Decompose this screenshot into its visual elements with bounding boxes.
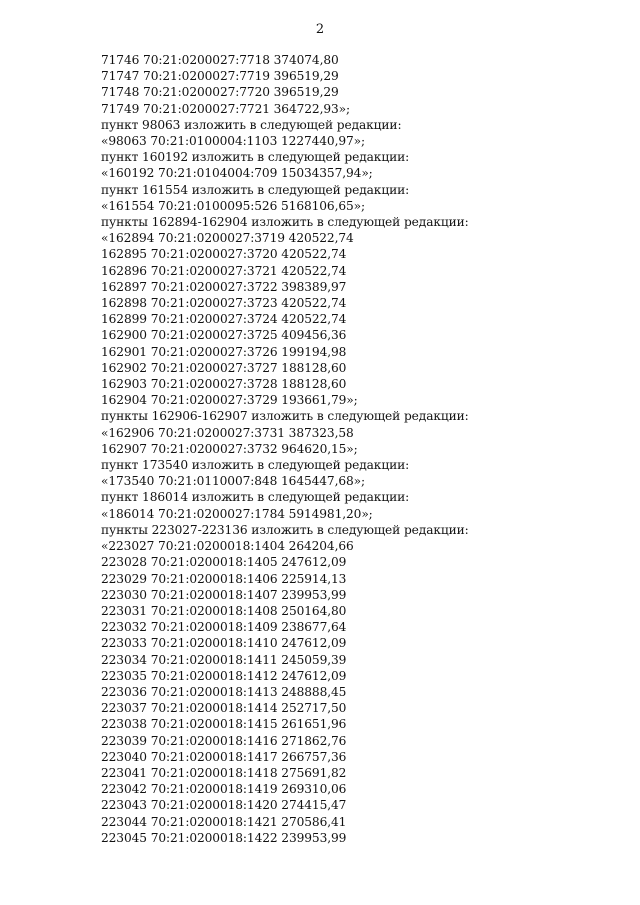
document-line: 223028 70:21:0200018:1405 247612,09 — [101, 555, 347, 570]
document-line: 223044 70:21:0200018:1421 270586,41 — [101, 814, 347, 829]
document-line: пункт 161554 изложить в следующей редакции: — [101, 182, 410, 197]
document-line: 223036 70:21:0200018:1413 248888,45 — [101, 684, 347, 699]
document-line: пункт 160192 изложить в следующей редакции: — [101, 150, 410, 165]
document-line: 162904 70:21:0200027:3729 193661,79»; — [101, 393, 358, 408]
document-line: 162897 70:21:0200027:3722 398389,97 — [101, 279, 347, 294]
document-line: 223040 70:21:0200018:1417 266757,36 — [101, 749, 347, 764]
page-number: 2 — [315, 22, 325, 37]
document-line: 223034 70:21:0200018:1411 245059,39 — [101, 652, 347, 667]
document-line: 162907 70:21:0200027:3732 964620,15»; — [101, 441, 358, 456]
document-line: 71748 70:21:0200027:7720 396519,29 — [101, 85, 339, 100]
document-line: 162900 70:21:0200027:3725 409456,36 — [101, 328, 347, 343]
document-line: 162901 70:21:0200027:3726 199194,98 — [101, 344, 347, 359]
document-line: 223033 70:21:0200018:1410 247612,09 — [101, 636, 347, 651]
document-line: «223027 70:21:0200018:1404 264204,66 — [101, 539, 354, 554]
document-line: 223042 70:21:0200018:1419 269310,06 — [101, 782, 347, 797]
document-line: 162903 70:21:0200027:3728 188128,60 — [101, 377, 347, 392]
document-line: 223045 70:21:0200018:1422 239953,99 — [101, 830, 347, 845]
document-line: 223037 70:21:0200018:1414 252717,50 — [101, 701, 347, 716]
document-line: 223029 70:21:0200018:1406 225914,13 — [101, 571, 347, 586]
document-line: 223038 70:21:0200018:1415 261651,96 — [101, 717, 347, 732]
document-line: 162896 70:21:0200027:3721 420522,74 — [101, 263, 347, 278]
document-line: «173540 70:21:0110007:848 1645447,68»; — [101, 474, 366, 489]
document-line: «186014 70:21:0200027:1784 5914981,20»; — [101, 506, 373, 521]
document-line: 223041 70:21:0200018:1418 275691,82 — [101, 765, 347, 780]
document-line: 223031 70:21:0200018:1408 250164,80 — [101, 603, 347, 618]
document-line: 162895 70:21:0200027:3720 420522,74 — [101, 247, 347, 262]
document-line: 162898 70:21:0200027:3723 420522,74 — [101, 296, 347, 311]
document-line: 223032 70:21:0200018:1409 238677,64 — [101, 620, 347, 635]
document-line: 162899 70:21:0200027:3724 420522,74 — [101, 312, 347, 327]
document-line: пункт 173540 изложить в следующей редакции: — [101, 458, 410, 473]
document-line: «98063 70:21:0100004:1103 1227440,97»; — [101, 134, 366, 149]
document-line: 71746 70:21:0200027:7718 374074,80 — [101, 53, 339, 67]
document-line: 223030 70:21:0200018:1407 239953,99 — [101, 587, 347, 602]
document-line: «160192 70:21:0104004:709 15034357,94»; — [101, 166, 373, 181]
document-line: пункт 98063 изложить в следующей редакции: — [101, 117, 402, 132]
document-line: «162894 70:21:0200027:3719 420522,74 — [101, 231, 354, 246]
document-line: 223035 70:21:0200018:1412 247612,09 — [101, 668, 347, 683]
document-line: пункты 162906-162907 изложить в следующей редакции: — [101, 409, 469, 424]
document-line: 162902 70:21:0200027:3727 188128,60 — [101, 360, 347, 375]
document-line: пункт 186014 изложить в следующей редакции: — [101, 490, 410, 505]
document-line: 223039 70:21:0200018:1416 271862,76 — [101, 733, 347, 748]
document-line: 71747 70:21:0200027:7719 396519,29 — [101, 69, 339, 84]
document-line: пункты 223027-223136 изложить в следующей редакции: — [101, 522, 469, 537]
document-line: пункты 162894-162904 изложить в следующей редакции: — [101, 215, 469, 230]
document-line: «161554 70:21:0100095:526 5168106,65»; — [101, 198, 366, 213]
document-line: «162906 70:21:0200027:3731 387323,58 — [101, 425, 354, 440]
document-line: 71749 70:21:0200027:7721 364722,93»; — [101, 101, 351, 116]
document-body — [101, 52, 621, 846]
document-line: 223043 70:21:0200018:1420 274415,47 — [101, 798, 347, 813]
